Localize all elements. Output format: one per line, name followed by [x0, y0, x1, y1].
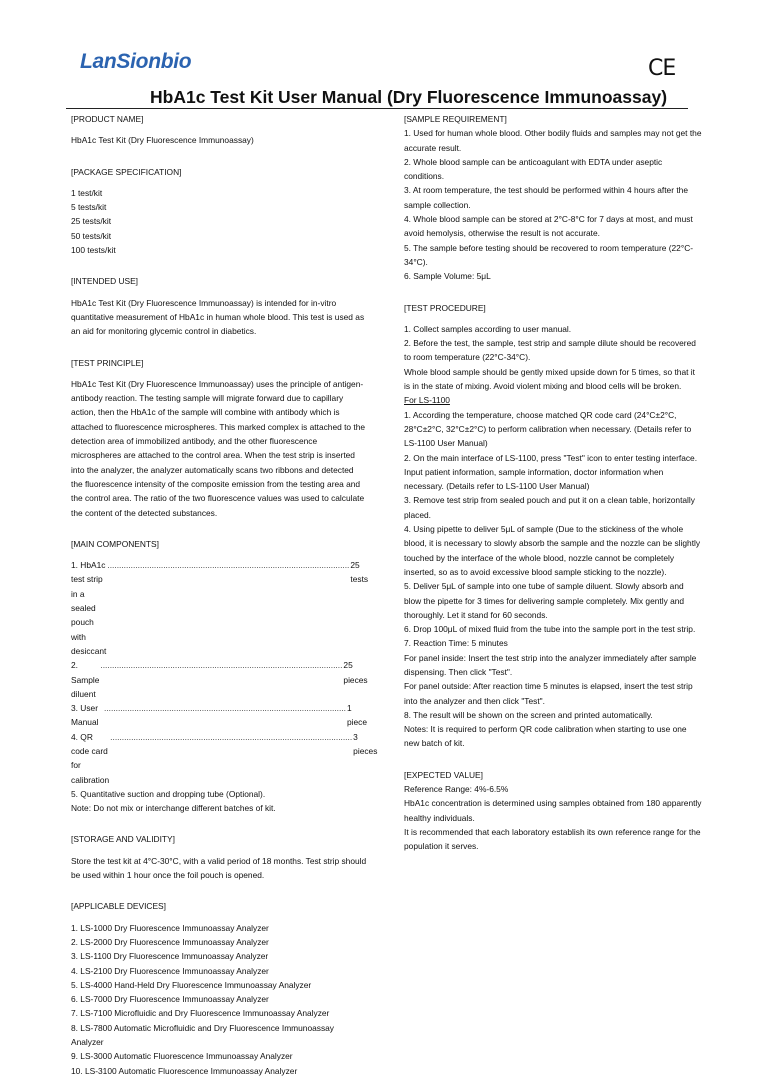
section-test-procedure	[404, 301, 702, 751]
device-item: 9. LS-3000 Automatic Fluorescence Immunoassay Analyzer	[71, 1051, 293, 1062]
procedure-step: 6. Drop 100μL of mixed fluid from the tube into the sample port in the test strip.	[404, 624, 696, 635]
component-label: 2. Sample diluent	[71, 660, 100, 699]
section-heading: [PACKAGE SPECIFICATION]	[71, 166, 182, 177]
list-item: 5. The sample before testing should be recovered to room temperature (22°C-34°C).	[404, 242, 694, 267]
leader-dots: ........................................................................................................	[103, 703, 346, 714]
list-item: 1 test/kit	[71, 187, 103, 198]
section-heading: [EXPECTED VALUE]	[404, 769, 483, 780]
procedure-step: 5. Deliver 5μL of sample into one tube of sample diluent. Slowly absorb and blow the pipette for 3 times for delivering sample completely. Mix gently and thoroughly. Let it stand for 60 seconds.	[404, 581, 685, 620]
section-text: HbA1c Test Kit (Dry Fluorescence Immunoassay) is intended for in-vitro quantitative measurement of HbA1c in human whole blood. This test is used as an aid for monitoring glycemic control in diabetics.	[71, 297, 365, 337]
component-row	[71, 658, 367, 701]
component-qty: 3 pieces	[353, 731, 378, 756]
section-text: Store the test kit at 4°C-30°C, with a valid period of 18 months. Test strip should be used within 1 hour once the foil pouch is opened.	[71, 855, 367, 881]
component-label: 3. User Manual	[71, 703, 99, 728]
device-subheading: For LS-1100	[404, 395, 450, 406]
list-item: 25 tests/kit	[71, 216, 112, 227]
device-item: 3. LS-1100 Dry Fluorescence Immunoassay Analyzer	[71, 951, 269, 962]
section-heading: [TEST PRINCIPLE]	[71, 357, 144, 368]
procedure-item: 1. Collect samples according to user manual.	[404, 323, 572, 334]
component-note: Note: Do not mix or interchange different batches of kit.	[71, 803, 276, 814]
procedure-step: 2. On the main interface of LS-1100, press "Test" icon to enter testing interface. Input patient information, sample information, doctor information when necessary. (Details refer to LS-1100 User Manual)	[404, 452, 698, 492]
procedure-item: 2. Before the test, the sample, test strip and sample dilute should be recovered to room temperature (22°C-34°C).	[404, 338, 696, 363]
list-item: Reference Range: 4%-6.5%	[404, 784, 509, 795]
procedure-note: Notes: It is required to perform QR code calibration when starting to use one new batch of kit.	[404, 724, 687, 749]
list-item: 5 tests/kit	[71, 202, 107, 213]
section-main-components	[71, 537, 378, 816]
device-item: 5. LS-4000 Hand-Held Dry Fluorescence Immunoassay Analyzer	[71, 979, 312, 990]
device-item: 7. LS-7100 Microfluidic and Dry Fluorescence Immunoassay Analyzer	[71, 1008, 330, 1019]
list-item: 3. At room temperature, the test should be performed within 4 hours after the sample collection.	[404, 185, 688, 210]
list-item: 2. Whole blood sample can be anticoagulant with EDTA under aseptic conditions.	[404, 156, 663, 182]
section-test-principle	[71, 356, 367, 520]
leader-dots: ........................................................................................................	[100, 660, 343, 671]
section-package-spec	[71, 165, 367, 258]
section-heading: [PRODUCT NAME]	[71, 114, 144, 124]
procedure-step: 7. Reaction Time: 5 minutes	[404, 638, 508, 649]
device-item: 6. LS-7000 Dry Fluorescence Immunoassay Analyzer	[71, 994, 269, 1005]
component-qty: 1 piece	[346, 703, 368, 728]
device-item: 10. LS-3100 Automatic Fluorescence Immunoassay Analyzer	[71, 1065, 298, 1076]
section-devices	[71, 899, 367, 1078]
section-storage	[71, 832, 367, 882]
list-item: 6. Sample Volume: 5μL	[404, 271, 491, 282]
section-heading: [INTENDED USE]	[71, 276, 139, 287]
list-item: It is recommended that each laboratory establish its own reference range for the population it serves.	[404, 826, 701, 852]
section-heading: [STORAGE AND VALIDITY]	[71, 834, 175, 845]
procedure-step: For panel outside: After reaction time 5 minutes is elapsed, insert the test strip into the analyzer and then click "Test".	[404, 681, 693, 706]
right-column	[404, 112, 702, 854]
section-text: HbA1c Test Kit (Dry Fluorescence Immunoassay)	[71, 135, 254, 146]
section-heading: [SAMPLE REQUIREMENT]	[404, 114, 507, 124]
section-product-name	[71, 112, 367, 148]
section-heading: [MAIN COMPONENTS]	[71, 538, 159, 549]
procedure-item: Whole blood sample should be gently mixed upside down for 5 times, so that it is in the state of mixing. Avoid violent mixing and blood cells will be broken.	[404, 366, 695, 392]
component-label: 1. HbA1c test strip in a sealed pouch with desiccant	[71, 560, 107, 656]
list-item: HbA1c concentration is determined using samples obtained from 180 apparently healthy individuals.	[404, 798, 702, 823]
device-item: 2. LS-2000 Dry Fluorescence Immunoassay Analyzer	[71, 936, 269, 947]
document-title: HbA1c Test Kit User Manual (Dry Fluorescence Immunoassay)	[150, 87, 668, 107]
procedure-step: 1. According the temperature, choose matched QR code card (24°C±2°C, 28°C±2°C, 32°C±2°C) to perform calibration when necessary. (Details refer to LS-1100 User Manual)	[404, 409, 692, 449]
section-heading: [TEST PROCEDURE]	[404, 302, 486, 313]
left-column	[71, 112, 378, 1078]
ce-mark: CE	[648, 56, 676, 81]
component-row	[71, 558, 367, 658]
section-expected-value	[404, 768, 702, 854]
component-row	[71, 730, 378, 787]
section-heading: [APPLICABLE DEVICES]	[71, 901, 166, 912]
component-label: 4. QR code card for calibration	[71, 731, 110, 785]
list-item: 100 tests/kit	[71, 245, 116, 256]
list-item: 50 tests/kit	[71, 230, 112, 241]
device-item: 4. LS-2100 Dry Fluorescence Immunoassay Analyzer	[71, 965, 269, 976]
section-sample-requirement	[404, 112, 702, 284]
component-row	[71, 701, 367, 730]
section-text: HbA1c Test Kit (Dry Fluorescence Immunoassay) uses the principle of antigen-antibody reaction. The testing sample will migrate forward due to capillary action, then the HbA1c of the sample will combine with antibody which is attached to fluorescence microspheres. This marked complex is attached to the detection area of immobilized antibody, and the other fluorescence microspheres are attached to the control area. When the test strip is inserted into the analyzer, the analyzer automatically scans two ribbons and detected the fluorescence intensity of the composite emission from the testing area and the control area. The ratio of the two fluorescence values was used to calculate the content of the detected substances.	[71, 378, 366, 518]
procedure-step: 4. Using pipette to deliver 5μL of sample (Due to the stickiness of the whole blood, it is necessary to slowly absorb the sample and the nozzle can be slightly touched by the interface of the whole blood, nozzle cannot be completely inserted, so as to avoid excessive blood sample sticking to the nozzle).	[404, 524, 701, 577]
leader-dots: ........................................................................................................	[110, 731, 353, 742]
section-intended-use	[71, 274, 367, 338]
component-qty: 25 tests	[350, 560, 369, 585]
title-rule	[66, 108, 688, 109]
component-extra: 5. Quantitative suction and dropping tube (Optional).	[71, 788, 266, 799]
component-qty: 25 pieces	[343, 660, 368, 685]
procedure-step: For panel inside: Insert the test strip into the analyzer immediately after sample dispensing. Then click "Test".	[404, 652, 697, 677]
procedure-step: 3. Remove test strip from sealed pouch and put it on a clean table, horizontally placed.	[404, 495, 695, 520]
leader-dots: ........................................................................................................	[107, 560, 350, 571]
device-item: 8. LS-7800 Automatic Microfluidic and Dry Fluorescence Immunoassay Analyzer	[71, 1022, 334, 1048]
device-item: 1. LS-1000 Dry Fluorescence Immunoassay Analyzer	[71, 922, 269, 933]
company-logo: LanSionbio	[80, 50, 192, 73]
procedure-step: 8. The result will be shown on the screen and printed automatically.	[404, 709, 653, 720]
list-item: 4. Whole blood sample can be stored at 2°C-8°C for 7 days at most, and must avoid hemolysis, otherwise the result is not accurate.	[404, 214, 693, 239]
list-item: 1. Used for human whole blood. Other bodily fluids and samples may not get the accurate result.	[404, 128, 702, 153]
